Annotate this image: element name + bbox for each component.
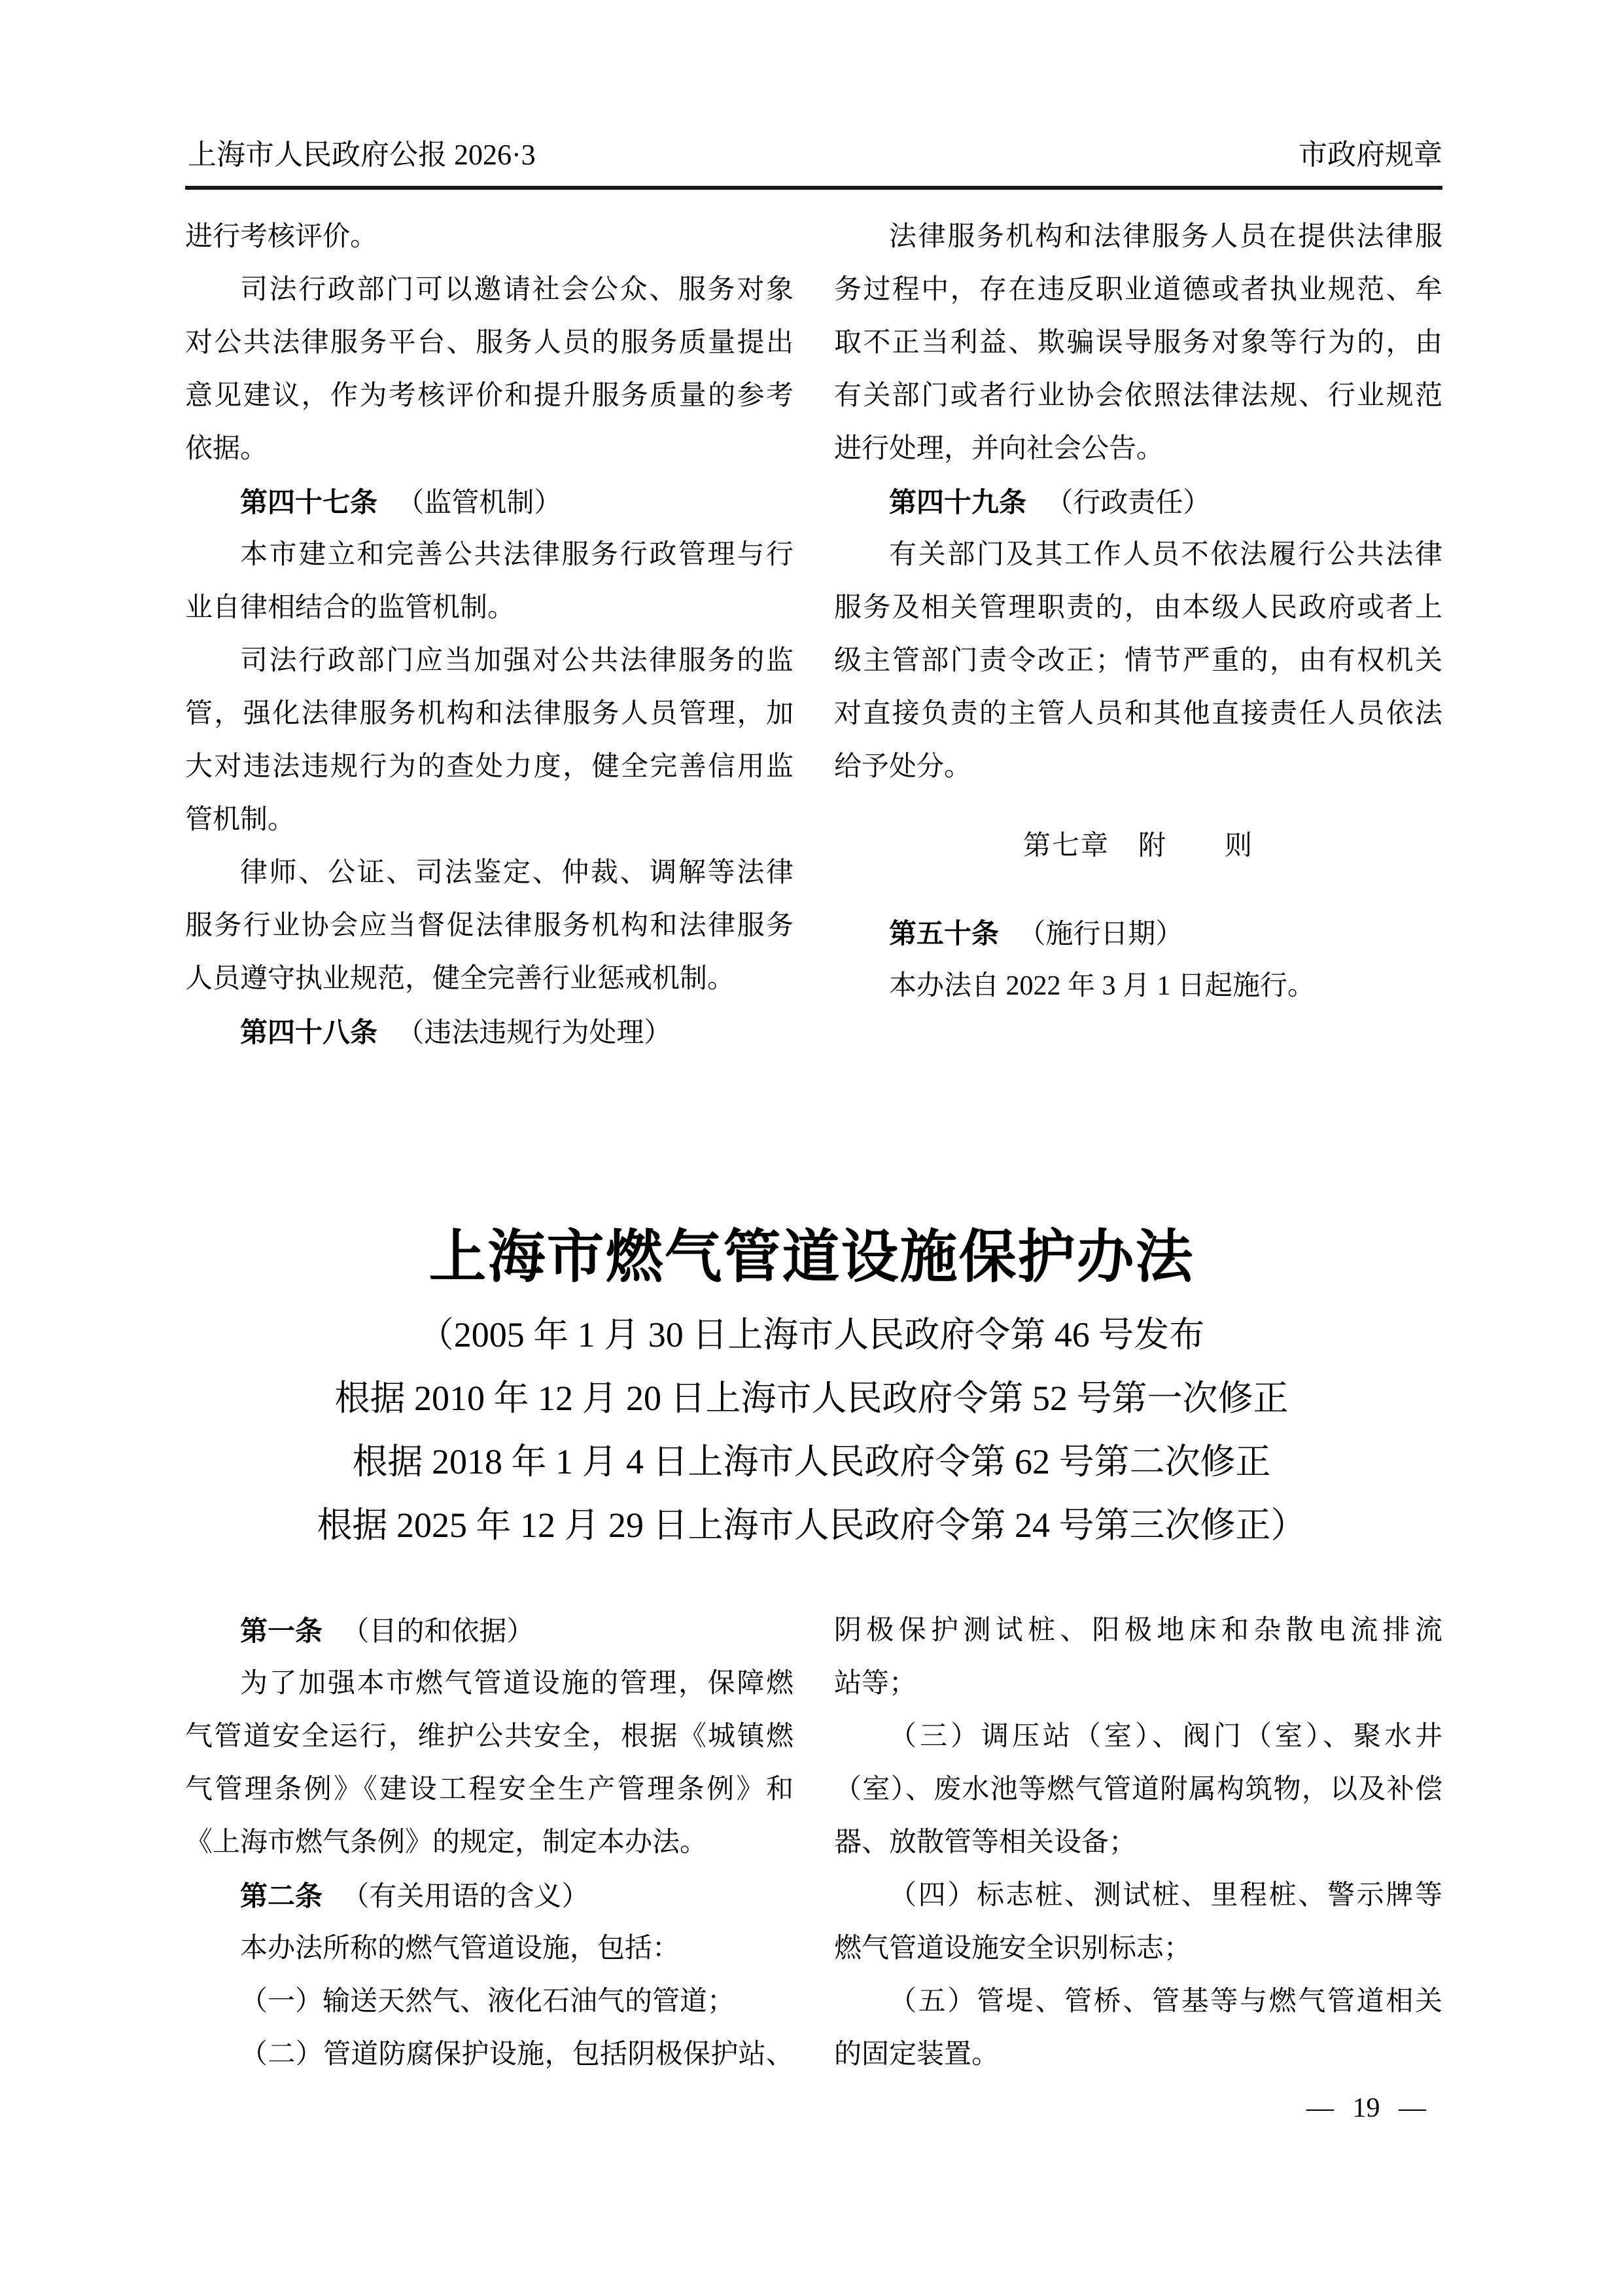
line-text: 燃气管道设施安全识别标志； [834,1934,1192,1964]
line-text: 管，强化法律服务机构和法律服务人员管理，加 [185,699,794,729]
law-subtitle-line: 根据 2025 年 12 月 29 日上海市人民政府令第 24 号第三次修正） [317,1506,1306,1545]
line-text: （监管机制） [396,488,562,518]
law-subtitle-line: 根据 2010 年 12 月 20 日上海市人民政府令第 52 号第一次修正 [334,1379,1289,1418]
column-bottom-right [834,1604,1442,2081]
text-line [834,1975,1442,2028]
line-text: 管机制。 [185,805,296,835]
article-number-label: 第五十条 [889,918,1000,949]
text-line [834,423,1442,476]
article-number-label: 第二条 [240,1881,323,1911]
law-subtitle-line: （2005 年 1 月 30 日上海市人民政府令第 46 号发布 [418,1315,1205,1354]
text-line [185,582,794,635]
line-text: 为了加强本市燃气管道设施的管理，保障燃 [240,1669,794,1699]
line-text: 务过程中，存在违反职业道德或者执业规范、牟 [834,275,1442,305]
line-text: 律师、公证、司法鉴定、仲裁、调解等法律 [240,858,794,888]
line-text: 大对违法违规行为的查处力度，健全完善信用监 [185,752,794,782]
line-text: 本办法自 2022 年 3 月 1 日起施行。 [889,971,1316,1001]
text-line [185,529,794,582]
line-text: 第七章 附 则 [1022,831,1253,861]
text-line [185,1657,794,1710]
text-line [834,2028,1442,2081]
line-text: 器、放散管等相关设备； [834,1828,1137,1858]
line-text: 的固定装置。 [834,2040,1000,2070]
line-text: 司法行政部门应当加强对公共法律服务的监 [240,646,794,676]
text-line [834,635,1442,688]
article-number-label: 第四十九条 [889,487,1027,518]
text-line [834,1922,1442,1975]
line-text: 本市建立和完善公共法律服务行政管理与行 [240,540,794,570]
text-line [834,688,1442,741]
line-text: 气管道安全运行，维护公共安全，根据《城镇燃 [185,1722,794,1752]
text-line [834,1657,1442,1710]
text-line [185,1816,794,1869]
gazette-header-right: 市政府规章 [1299,139,1442,171]
line-text: 进行处理，并向社会公告。 [834,434,1164,464]
line-text: 气管理条例》《建设工程安全生产管理条例》和 [185,1775,794,1805]
article-number-label: 第四十七条 [240,487,378,518]
text-line [185,1763,794,1816]
text-line [185,688,794,741]
line-text: （有关用语的含义） [341,1882,589,1912]
line-text: 级主管部门责令改正；情节严重的，由有权机关 [834,646,1442,676]
text-line [834,529,1442,582]
line-text: 对直接负责的主管人员和其他直接责任人员依法 [834,699,1442,729]
text-line [834,1710,1442,1763]
line-text: 法律服务机构和法律服务人员在提供法律服 [889,222,1442,252]
line-text: （室）、废水池等燃气管道附属构筑物，以及补偿 [834,1775,1442,1805]
line-text: 给予处分。 [834,752,972,782]
text-line [834,264,1442,317]
line-text: 阴极保护测试桩、阳极地床和杂散电流排流 [834,1616,1442,1646]
article-number-label: 第四十八条 [240,1017,378,1048]
chapter-heading [834,820,1442,873]
text-line [185,900,794,953]
line-text: 有关部门或者行业协会依照法律法规、行业规范 [834,381,1442,411]
column-bottom-left [185,1604,794,2081]
line-text: 依据。 [185,434,268,464]
text-line [834,1816,1442,1869]
column-top-right [834,211,1442,1013]
line-text: 服务行业协会应当督促法律服务机构和法律服务 [185,911,794,941]
text-line [834,211,1442,264]
page-number: — 19 — [1306,2093,1426,2123]
line-text: （目的和依据） [341,1617,534,1647]
line-text: （二）管道防腐保护设施，包括阴极保护站、 [240,2040,794,2070]
line-text: 司法行政部门可以邀请社会公众、服务对象 [240,275,794,305]
text-line [185,2028,794,2081]
line-text: （施行日期） [1018,919,1183,949]
text-line [834,907,1442,960]
text-line [834,1763,1442,1816]
law-title-annotation [0,1303,1623,1557]
text-line [834,582,1442,635]
text-line [834,1869,1442,1922]
text-line [185,264,794,317]
text-line [185,635,794,688]
text-line [834,960,1442,1013]
line-text: （违法违规行为处理） [396,1018,672,1048]
line-text: 本办法所称的燃气管道设施，包括： [240,1934,680,1964]
text-line [185,370,794,423]
line-text: 业自律相结合的监管机制。 [185,593,515,623]
article-number-label: 第一条 [240,1616,323,1646]
text-line [185,317,794,370]
text-line [185,741,794,794]
text-line [185,1710,794,1763]
text-line [185,1869,794,1922]
line-text: 对公共法律服务平台、服务人员的服务质量提出 [185,328,794,358]
text-line [185,953,794,1006]
text-line [185,1604,794,1657]
law-title: 上海市燃气管道设施保护办法 [428,1224,1195,1289]
law-subtitle-line: 根据 2018 年 1 月 4 日上海市人民政府令第 62 号第二次修正 [352,1442,1271,1481]
text-line [185,847,794,900]
text-line [185,794,794,847]
text-line [185,211,794,264]
header-rule [185,186,1442,190]
text-line [834,1604,1442,1657]
line-text: （行政责任） [1045,488,1211,518]
line-text: （一）输送天然气、液化石油气的管道； [240,1987,735,2017]
text-line [185,476,794,529]
line-text: （五）管堤、管桥、管基等与燃气管道相关 [889,1987,1442,2017]
line-text: （三）调压站（室）、阀门（室）、聚水井 [889,1722,1442,1752]
text-line [185,1975,794,2028]
line-text: 人员遵守执业规范，健全完善行业惩戒机制。 [185,964,735,994]
line-text: 进行考核评价。 [185,222,378,252]
line-text: 站等； [834,1669,917,1699]
text-line [834,741,1442,794]
line-text: 意见建议，作为考核评价和提升服务质量的参考 [185,381,794,411]
column-top-left [185,211,794,1059]
text-line [185,1006,794,1059]
text-line [834,317,1442,370]
text-line [185,423,794,476]
line-text: 服务及相关管理职责的，由本级人民政府或者上 [834,593,1442,623]
gazette-header-left: 上海市人民政府公报 2026·3 [188,139,536,171]
line-text: 《上海市燃气条例》的规定，制定本办法。 [185,1828,708,1858]
text-line [834,476,1442,529]
text-line [834,370,1442,423]
text-line [185,1922,794,1975]
line-text: 取不正当利益、欺骗误导服务对象等行为的，由 [834,328,1442,358]
line-text: 有关部门及其工作人员不依法履行公共法律 [889,540,1442,570]
line-text: （四）标志桩、测试桩、里程桩、警示牌等 [889,1881,1442,1911]
